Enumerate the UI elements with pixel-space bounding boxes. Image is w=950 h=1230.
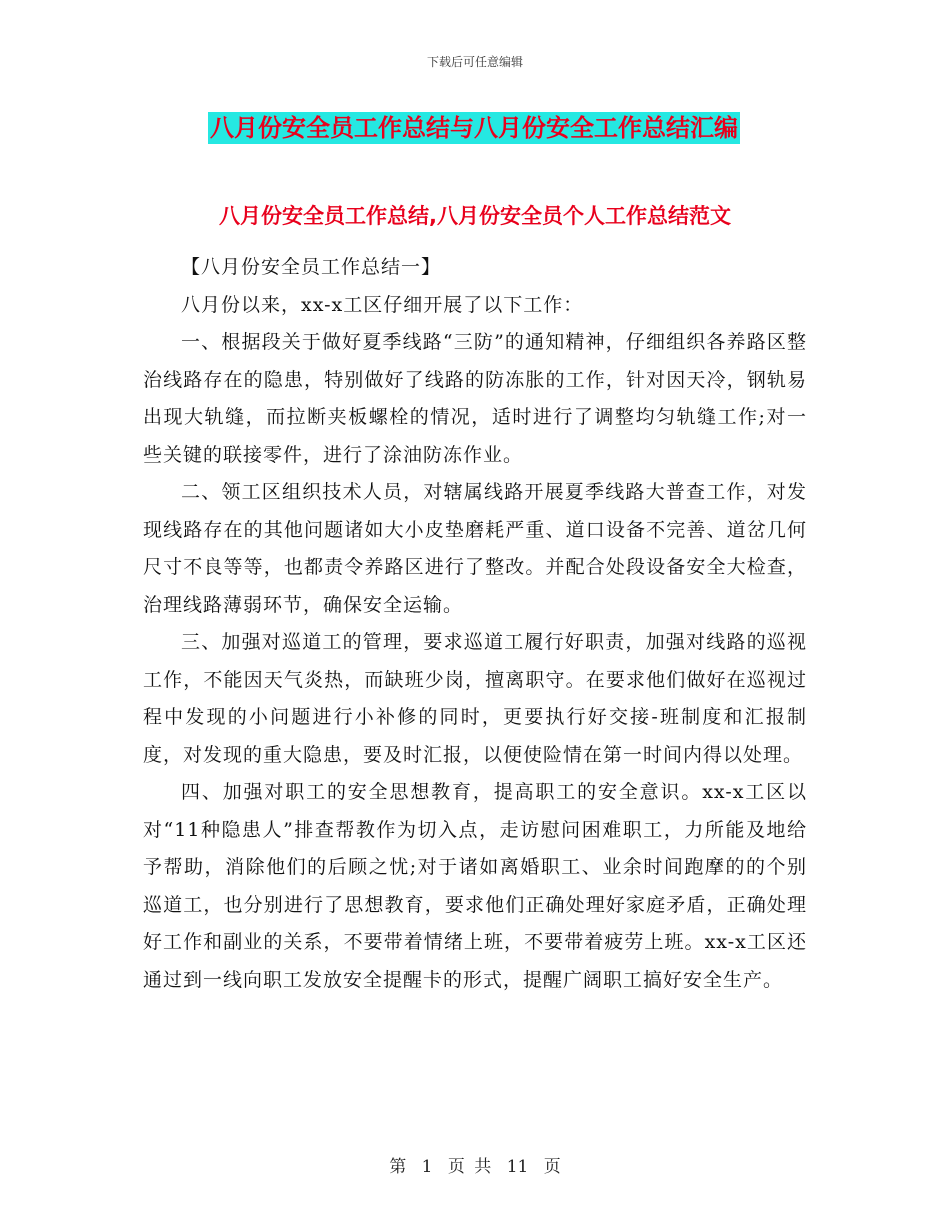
footer-prefix: 第 (389, 1157, 407, 1177)
page-footer (0, 1152, 950, 1177)
section-label: 【八月份安全员工作总结一】 (181, 256, 442, 278)
paragraph-item-1: 一、根据段关于做好夏季线路“三防”的通知精神，仔细组织各养路区整治线路存在的隐患，特别做好了线路的防冻胀的工作，针对因天冷，钢轨易出现大轨缝，而拉断夹板螺栓的情况，适时进行了调整均匀轨缝工作;对一些关键的联接零件，进行了涂油防冻作业。 (143, 331, 807, 466)
paragraph-intro: 八月份以来，xx-x工区仔细开展了以下工作： (181, 293, 584, 316)
footer-page-number: 1 (421, 1157, 433, 1177)
footer-total-pages: 11 (506, 1157, 529, 1177)
document-body (143, 249, 807, 999)
footer-middle: 页 共 (447, 1157, 492, 1177)
paragraph-item-3: 三、加强对巡道工的管理，要求巡道工履行好职责，加强对线路的巡视工作，不能因天气炎热，而缺班少岗，擅离职守。在要求他们做好在巡视过程中发现的小问题进行小补修的同时，更要执行好交接-班制度和汇报制度，对发现的重大隐患，要及时汇报，以便使险情在第一时间内得以处理。 (143, 631, 807, 766)
header-note: 下载后可任意编辑 (426, 55, 523, 69)
document-subtitle: 八月份安全员工作总结,八月份安全员个人工作总结范文 (219, 204, 731, 228)
paragraph-item-4: 四、加强对职工的安全思想教育，提高职工的安全意识。xx-x工区以对“11种隐患人”排查帮教作为切入点，走访慰问困难职工，力所能及地给予帮助，消除他们的后顾之忧;对于诸如离婚职工、业余时间跑摩的的个别巡道工，也分别进行了思想教育，要求他们正确处理好家庭矛盾，正确处理好工作和副业的关系，不要带着情绪上班，不要带着疲劳上班。xx-x工区还通过到一线向职工发放安全提醒卡的形式，提醒广阔职工搞好安全生产。 (143, 781, 807, 991)
footer-suffix: 页 (543, 1157, 561, 1177)
paragraph-item-2: 二、领工区组织技术人员，对辖属线路开展夏季线路大普查工作，对发现线路存在的其他问题诸如大小皮垫磨耗严重、道口设备不完善、道岔几何尺寸不良等等，也都责令养路区进行了整改。并配合处段设备安全大检查，治理线路薄弱环节，确保安全运输。 (143, 481, 807, 616)
document-title: 八月份安全员工作总结与八月份安全工作总结汇编 (210, 114, 738, 142)
